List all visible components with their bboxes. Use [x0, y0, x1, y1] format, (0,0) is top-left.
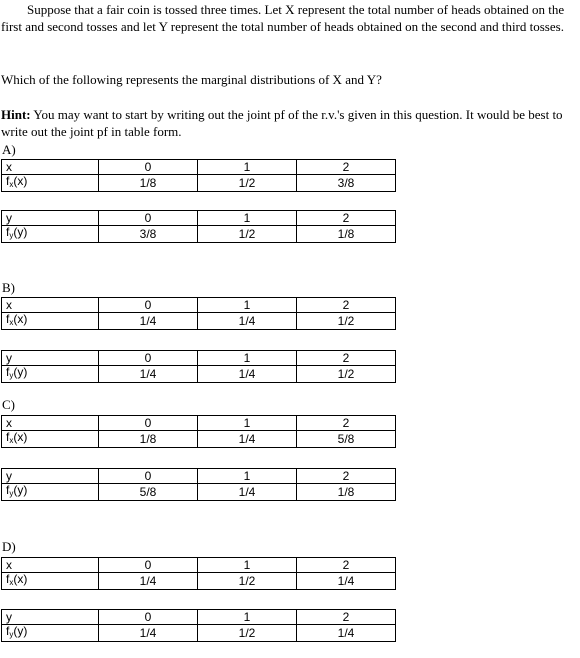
value-cell: 2 — [297, 160, 396, 175]
value-cell: 1 — [198, 298, 297, 313]
table-row — [2, 625, 396, 642]
prob-cell: 1/4 — [99, 366, 198, 383]
table-row — [2, 610, 396, 625]
option-c-y-table — [1, 468, 396, 501]
value-cell: 1 — [198, 558, 297, 573]
value-cell: 1 — [198, 416, 297, 431]
var-label: y — [2, 351, 99, 366]
value-cell: 2 — [297, 298, 396, 313]
option-c-x-table — [1, 415, 396, 448]
prob-cell: 1/4 — [297, 625, 396, 642]
hint-text — [1, 106, 579, 140]
var-label: y — [2, 610, 99, 625]
prob-cell: 1/8 — [99, 431, 198, 448]
option-d-x-table — [1, 557, 396, 590]
table-row — [2, 313, 396, 330]
value-cell: 2 — [297, 211, 396, 226]
table-row — [2, 366, 396, 383]
prob-cell: 1/4 — [198, 484, 297, 501]
table-row — [2, 573, 396, 590]
option-a-x-table — [1, 159, 396, 192]
prob-cell: 5/8 — [99, 484, 198, 501]
prob-cell: 3/8 — [99, 226, 198, 243]
table-row — [2, 351, 396, 366]
value-cell: 2 — [297, 558, 396, 573]
table-row — [2, 416, 396, 431]
pf-label: fy(y) — [2, 366, 99, 383]
value-cell: 2 — [297, 469, 396, 484]
option-label-d: D) — [2, 539, 16, 554]
pf-label: fy(y) — [2, 226, 99, 243]
value-cell: 0 — [99, 298, 198, 313]
var-label: x — [2, 298, 99, 313]
value-cell: 1 — [198, 211, 297, 226]
hint-label: Hint: — [1, 107, 31, 122]
pf-label: fx(x) — [2, 573, 99, 590]
pf-label: fx(x) — [2, 313, 99, 330]
prob-cell: 1/2 — [198, 573, 297, 590]
prob-cell: 1/8 — [99, 175, 198, 192]
table-row — [2, 160, 396, 175]
var-label: y — [2, 211, 99, 226]
value-cell: 0 — [99, 558, 198, 573]
value-cell: 2 — [297, 351, 396, 366]
prob-cell: 1/2 — [198, 175, 297, 192]
option-d-y-table — [1, 609, 396, 642]
table-row — [2, 175, 396, 192]
prob-cell: 1/4 — [297, 573, 396, 590]
table-row — [2, 431, 396, 448]
question-text-content: Suppose that a fair coin is tossed three times. Let X represent the total number of heads obtained on the first and second tosses and let Y represent the total number of heads obtained on the second and third tosses. — [1, 2, 565, 34]
var-label: x — [2, 416, 99, 431]
prob-cell: 1/4 — [99, 573, 198, 590]
option-b-y-table — [1, 350, 396, 383]
value-cell: 2 — [297, 416, 396, 431]
value-cell: 1 — [198, 160, 297, 175]
table-row — [2, 469, 396, 484]
prob-cell: 3/8 — [297, 175, 396, 192]
table-row — [2, 558, 396, 573]
option-label-c: C) — [2, 397, 15, 412]
pf-label: fx(x) — [2, 175, 99, 192]
prob-cell: 1/4 — [198, 313, 297, 330]
prob-cell: 1/4 — [99, 313, 198, 330]
prob-cell: 1/8 — [297, 484, 396, 501]
value-cell: 1 — [198, 351, 297, 366]
prob-cell: 5/8 — [297, 431, 396, 448]
table-row — [2, 211, 396, 226]
pf-label: fy(y) — [2, 625, 99, 642]
table-row — [2, 484, 396, 501]
value-cell: 0 — [99, 416, 198, 431]
value-cell: 0 — [99, 351, 198, 366]
value-cell: 1 — [198, 610, 297, 625]
question-prompt: Which of the following represents the marginal distributions of X and Y? — [1, 72, 382, 87]
table-row — [2, 298, 396, 313]
option-b-x-table — [1, 297, 396, 330]
pf-label: fy(y) — [2, 484, 99, 501]
var-label: x — [2, 160, 99, 175]
prob-cell: 1/4 — [198, 431, 297, 448]
prob-cell: 1/4 — [99, 625, 198, 642]
value-cell: 0 — [99, 160, 198, 175]
prob-cell: 1/4 — [198, 366, 297, 383]
var-label: x — [2, 558, 99, 573]
value-cell: 0 — [99, 211, 198, 226]
value-cell: 0 — [99, 469, 198, 484]
value-cell: 1 — [198, 469, 297, 484]
prob-cell: 1/8 — [297, 226, 396, 243]
hint-body: You may want to start by writing out the joint pf of the r.v.'s given in this question. It would be best to write out the joint pf in table form. — [1, 107, 563, 139]
option-a-y-table — [1, 210, 396, 243]
value-cell: 2 — [297, 610, 396, 625]
table-row — [2, 226, 396, 243]
prob-cell: 1/2 — [297, 313, 396, 330]
option-label-a: A) — [2, 142, 16, 157]
value-cell: 0 — [99, 610, 198, 625]
pf-label: fx(x) — [2, 431, 99, 448]
prob-cell: 1/2 — [198, 625, 297, 642]
question-text — [1, 1, 579, 35]
prob-cell: 1/2 — [198, 226, 297, 243]
prob-cell: 1/2 — [297, 366, 396, 383]
var-label: y — [2, 469, 99, 484]
option-label-b: B) — [2, 280, 15, 295]
